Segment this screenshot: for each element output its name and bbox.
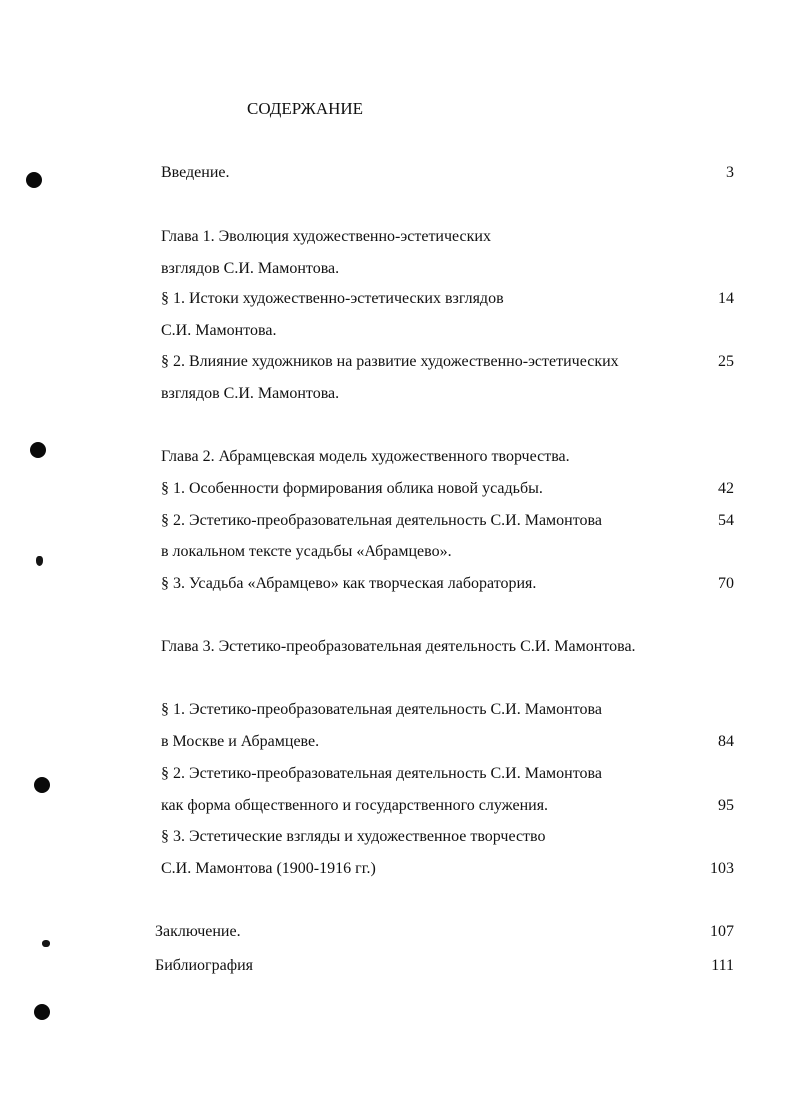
toc-entry-bibliography: Библиография: [155, 957, 253, 974]
toc-ch2-section-2-line-1: § 2. Эстетико-преобразовательная деятельность С.И. Мамонтова: [161, 512, 602, 529]
toc-ch1-section-2-line-1: § 2. Влияние художников на развитие художественно-эстетических: [161, 353, 619, 370]
toc-page-conclusion: 107: [710, 923, 734, 940]
punch-hole-4: [34, 1004, 50, 1020]
toc-ch3-section-2-line-2: как форма общественного и государственного служения.: [161, 797, 549, 814]
toc-page-ch3-section-1: 84: [718, 733, 734, 750]
toc-page-ch2-section-2: 54: [718, 512, 734, 529]
toc-page-ch1-section-1: 14: [718, 290, 734, 307]
toc-page-ch3-section-3: 103: [710, 860, 734, 877]
punch-hole-3: [34, 777, 50, 793]
toc-ch3-section-3-line-2: С.И. Мамонтова (1900-1916 гг.): [161, 860, 376, 877]
scan-speck-1: [36, 556, 43, 566]
toc-ch2-section-2-line-2: в локальном тексте усадьбы «Абрамцево».: [161, 543, 452, 560]
toc-ch2-section-3-line-1: § 3. Усадьба «Абрамцево» как творческая лаборатория.: [161, 575, 537, 592]
toc-page-intro: 3: [726, 164, 734, 181]
toc-ch3-section-2-line-1: § 2. Эстетико-преобразовательная деятельность С.И. Мамонтова: [161, 765, 602, 782]
toc-ch2-section-1-line-1: § 1. Особенности формирования облика новой усадьбы.: [161, 480, 543, 497]
toc-page-ch3-section-2: 95: [718, 797, 734, 814]
page-title: СОДЕРЖАНИЕ: [247, 99, 364, 118]
toc-ch1-section-1-line-1: § 1. Истоки художественно-эстетических взглядов: [161, 290, 504, 307]
toc-page-ch2-section-1: 42: [718, 480, 734, 497]
toc-chapter-1-line-1: Глава 1. Эволюция художественно-эстетических: [161, 228, 491, 245]
toc-chapter-2-line-1: Глава 2. Абрамцевская модель художественного творчества.: [161, 448, 570, 465]
scan-speck-2: [42, 940, 50, 947]
toc-ch3-section-1-line-2: в Москве и Абрамцеве.: [161, 733, 320, 750]
toc-ch1-section-1-line-2: С.И. Мамонтова.: [161, 322, 277, 339]
toc-ch1-section-2-line-2: взглядов С.И. Мамонтова.: [161, 385, 340, 402]
toc-page-bibliography: 111: [711, 957, 734, 974]
toc-chapter-1-line-2: взглядов С.И. Мамонтова.: [161, 260, 340, 277]
toc-page-ch2-section-3: 70: [718, 575, 734, 592]
toc-entry-conclusion: Заключение.: [155, 923, 241, 940]
punch-hole-1: [26, 172, 42, 188]
punch-hole-2: [30, 442, 46, 458]
toc-chapter-3-line-1: Глава 3. Эстетико-преобразовательная деятельность С.И. Мамонтова.: [161, 638, 636, 655]
toc-ch3-section-3-line-1: § 3. Эстетические взгляды и художественное творчество: [161, 828, 546, 845]
toc-ch3-section-1-line-1: § 1. Эстетико-преобразовательная деятельность С.И. Мамонтова: [161, 701, 602, 718]
toc-page-ch1-section-2: 25: [718, 353, 734, 370]
toc-entry-intro: Введение.: [161, 164, 230, 181]
